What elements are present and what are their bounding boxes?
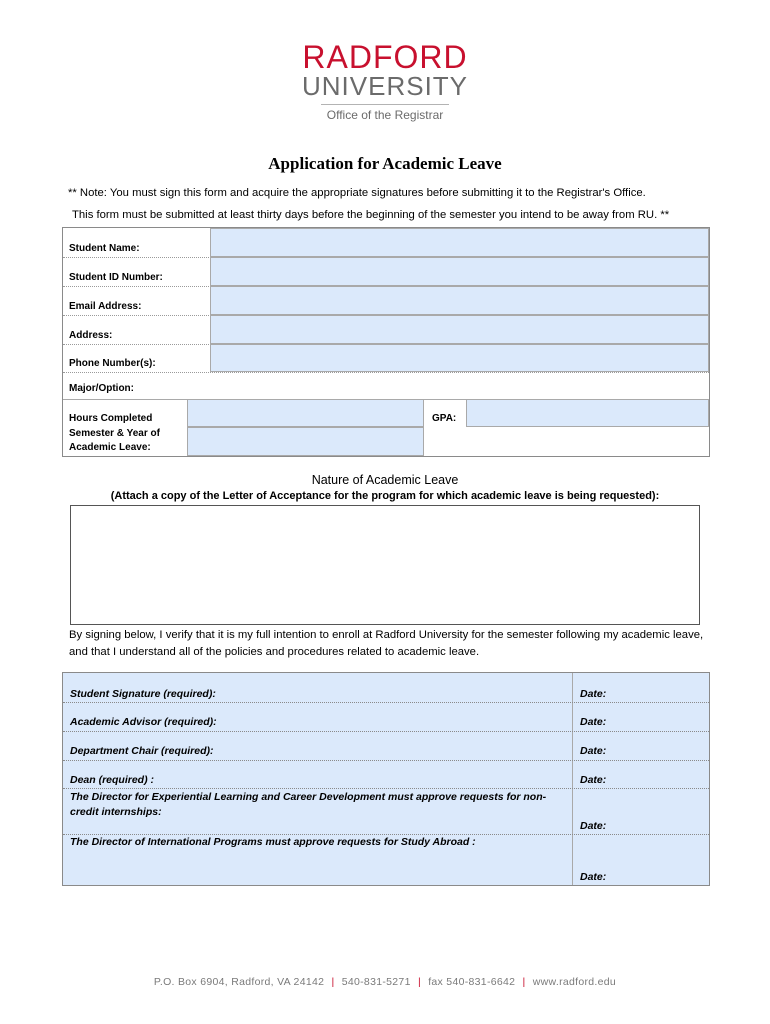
experiential-signature-label[interactable]: The Director for Experiential Learning and Career Development must approve requests for non-credit internships: [70,791,547,818]
semester-field[interactable] [187,427,424,456]
experiential-date-label[interactable]: Date: [580,820,607,832]
international-signature-label[interactable]: The Director of International Programs must approve requests for Study Abroad : [70,836,476,848]
note-signatures: ** Note: You must sign this form and acquire the appropriate signatures before submitting it to the Registrar's Office. [68,187,646,199]
student-signature-label[interactable]: Student Signature (required): [70,688,216,700]
row-email [63,286,709,316]
signature-column-divider [572,673,573,885]
major-label[interactable]: Major/Option: [69,383,134,394]
footer-separator: | [331,976,335,988]
semester-label-line2: Academic Leave: [69,442,151,453]
student-id-field[interactable] [210,257,709,286]
address-field[interactable] [210,315,709,344]
row-student-id [63,257,709,287]
logo-radford: RADFORD [302,39,468,75]
email-field[interactable] [210,286,709,315]
hours-field[interactable] [187,399,424,427]
footer-separator: | [522,976,526,988]
verification-statement: By signing below, I verify that it is my full intention to enroll at Radford University for the semester following my academic leave, and that I understand all of the policies and procedures related to academic leave. [69,629,704,658]
student-name-label: Student Name: [69,243,140,254]
advisor-date-label[interactable]: Date: [580,716,607,728]
email-label: Email Address: [69,301,142,312]
logo-divider [321,104,449,105]
logo-university: UNIVERSITY [301,71,469,101]
footer-contact [0,976,770,988]
sig-row-divider [63,760,709,761]
student-id-label: Student ID Number: [69,272,163,283]
footer-fax: fax 540-831-6642 [428,976,516,988]
nature-heading: Nature of Academic Leave [311,473,459,487]
address-label: Address: [69,330,113,341]
footer-address: P.O. Box 6904, Radford, VA 24142 [153,976,325,988]
row-phone [63,344,709,373]
international-date-label[interactable]: Date: [580,871,607,883]
dean-date-label[interactable]: Date: [580,774,607,786]
sig-row-divider [63,731,709,732]
gpa-field[interactable] [466,399,709,427]
logo-office: Office of the Registrar [326,108,444,122]
student-info-table [62,227,710,457]
hours-label: Hours Completed [69,413,153,424]
gpa-label: GPA: [432,413,457,424]
sig-row-divider [63,834,709,835]
advisor-signature-label[interactable]: Academic Advisor (required): [70,716,217,728]
student-name-field[interactable] [210,228,709,257]
sig-row-divider [63,702,709,703]
phone-label: Phone Number(s): [69,358,156,369]
row-address [63,315,709,345]
student-date-label[interactable]: Date: [580,688,607,700]
sig-row-divider [63,788,709,789]
signature-table [62,672,710,886]
chair-date-label[interactable]: Date: [580,745,607,757]
dean-signature-label[interactable]: Dean (required) : [70,774,155,786]
semester-label-line1: Semester & Year of [69,428,160,439]
row-major [63,372,709,400]
footer-separator: | [417,976,421,988]
form-title: Application for Academic Leave [268,154,502,173]
row-student-name [63,228,709,258]
footer-phone: 540-831-5271 [341,976,411,988]
nature-subheading: (Attach a copy of the Letter of Acceptance for the program for which academic leave is being requested): [110,490,660,502]
nature-textarea[interactable] [70,505,700,625]
phone-field[interactable] [210,344,709,372]
note-deadline: This form must be submitted at least thirty days before the beginning of the semester you intend to be away from RU. ** [72,209,670,221]
chair-signature-label[interactable]: Department Chair (required): [70,745,214,757]
row-hours-semester [63,399,709,456]
university-logo [0,39,770,122]
footer-web[interactable]: www.radford.edu [532,976,617,988]
